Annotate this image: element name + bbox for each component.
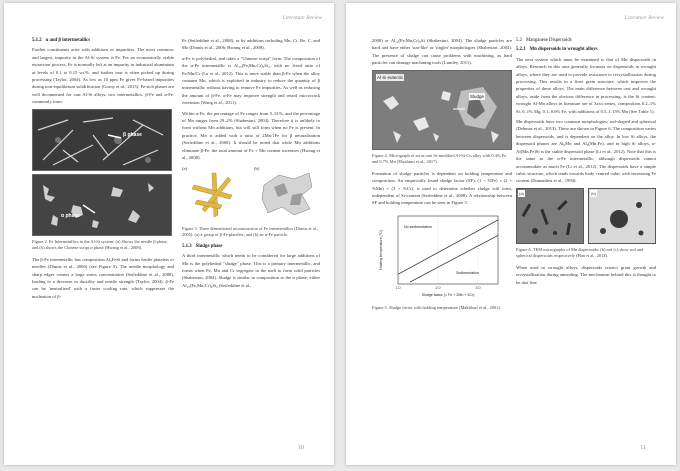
figure-3b-label: (b) bbox=[254, 165, 260, 171]
figure-3-caption: Figure 3. Three dimensional reconstruction of Fe intermetallics (Dinnis et al., 2005): (a) a group of β-Fe platelets; and (b) an α-Fe particle. bbox=[182, 225, 319, 238]
alpha-phase-label: α phase bbox=[61, 212, 80, 219]
tem-spherical-dispersoids bbox=[588, 188, 656, 244]
section-heading: 5.2.1 Mn dispersoids in wrought alloys bbox=[516, 47, 598, 53]
paragraph: Within α-Fe, the percentage of Fe ranges from 5–31%, and the percentage of Mn ranges from 29–2% (Shabestari, 2004). Therefore it is unlikely to form without Mn additions, but will still form when no Fe is present. In practice, Mn is added with a ratio of 2Mn:1Fe for β neutralisation (Seifeddine et al., 2008). It should be noted that while Mn additions eliminate β-Fe, the total amount of Fe + Mn content increases (Hwang et al., 2008). bbox=[182, 110, 320, 161]
paragraph: When used in wrought alloys, dispersoids restrict grain growth and recrystallisation during annealing. The mechanism behind this is thought to be that fine bbox=[516, 264, 656, 285]
tem-rod-dispersoids bbox=[516, 188, 584, 244]
section-heading: 5.2 Manganese Dispersoids bbox=[516, 38, 572, 43]
document-page-left bbox=[4, 3, 334, 465]
paragraph: Further constituents arise with additions or impurities. The most common, and largest, impurity in the Al-Si system is Fe. For an economically viable extraction process, Fe is normally left at an impurity in industrial aluminium at levels of 0.1 to 0.15 wt.%, and further iron is often picked up during processing (Taylor, 2004). As low as 10 ppm Fe gives Fe-based impurities during non-equilibrium solidification (Gorny et al., 2015). Fe-rich phases are well documented for cast Al-Si alloys, two intermetallics, β-Fe and α-Fe, commonly form. bbox=[32, 47, 174, 105]
running-header: Literature Review bbox=[282, 15, 322, 21]
figure-6b-label: (b) bbox=[591, 190, 596, 196]
figure-6a-label: (a) bbox=[519, 190, 524, 196]
micrograph-sludge bbox=[372, 70, 512, 150]
paragraph: The next system which must be examined is that of Mn dispersoids in alloys. Research in this area generally focusses on dispersoids in wrought alloys, where they are used to provide resistance to recrystallisation during processing. This results in a finer grain structure, which improves the properties of these alloys. The main difference between cast and wrought alloys, aside from the obvious difference in processing, is the Si content; wrought Al-Mn alloys in literature are of 3xxx series, composition 0.2–1% Si, 0–1% Mg, 0.1–0.6% Fe, with additions of 0.5–1.15% Mn (See Table 1). bbox=[516, 56, 656, 114]
column-right bbox=[182, 37, 320, 292]
x-axis-label: Sludge factor (= Fe + 2Mn + 3Cr) bbox=[421, 292, 475, 297]
paragraph: A third intermetallic which needs to be considered for large additions of Mn is the polyhedral "sludge" phase. This is a primary intermetallic, and forms when Fe, Mn and Cr segregate in the melt to form solid particles (Shabestari, 2004). Sludge is similar in composition to the α phase; either Al₁₅(Fe,Mn,Cr)₃Si₂ (Seifeddine et al., bbox=[182, 253, 320, 288]
paragraph: Fe (Seifeddine et al., 2008), or by additions including Mn, Cr, Be, C, and Mo (Dinnis et al., 2006; Hwang et al., 2008). bbox=[182, 38, 320, 51]
reconstruction-alpha bbox=[254, 165, 320, 223]
column-right bbox=[516, 37, 656, 289]
paragraph: The β-Fe intermetallic has composition Al₅FeSi and forms brittle platelets or needles (Dinnis et al., 2006) (see Figure 3). The needle morphology and sharp edges creates a large stress concentration (Seifeddine et al., 2008), leading to a decrease in ductility and tensile strength (Taylor, 2004). β-Fe can be 'neutralised' with a faster cooling rate, which suppresses the nucleation of β- bbox=[32, 256, 174, 299]
annotation-sedimentation: Sedimentation bbox=[456, 270, 479, 275]
beta-phase-label: β phase bbox=[123, 131, 142, 138]
chart-svg bbox=[372, 210, 504, 302]
section-heading: 5.1.2 α and β intermetallics bbox=[32, 38, 91, 43]
figure-3a-label: (a) bbox=[182, 165, 188, 171]
sludge-label: Sludge bbox=[470, 93, 485, 99]
paragraph: 2008) or Al₁₂(Fe,Mn,Cr)₃Si (Shabestari, 2004). The sludge particles are hard and have either 'star-like' or 'ringlet' morphologies (Shabestari, 2004). The presence of sludge can cause problems with machining, as hard particles can damage machining tools (Lumley, 2011). bbox=[372, 38, 512, 66]
page-number: 11 bbox=[640, 445, 646, 451]
page-number: 10 bbox=[298, 445, 304, 451]
paragraph: α-Fe is polyhedral, and takes a "Chinese-script" form. The composition of the α-Fe intermetallic is Al₁₅(Fe,Mn,Cr)₃Si₂, with no fixed ratio of Fe/Mn/Cr (Lu et al., 2012). This is more stable than β-Fe when the alloy contains Mn, which is exploited in industry to reduce the quantity of β intermetallic without having to remove Fe impurities. As well as reducing the amount of β-Fe, α-Fe may improve strength and retard microcrack extension (Wang et al., 2011). bbox=[182, 55, 320, 106]
x-tick-label: 1.0 bbox=[395, 285, 401, 290]
figure-6-caption: Figure 6. TEM micrographs of Mn dispersoids: (b) rod (c) show rod and spherical dispersoids respectively (Han et al., 2012). bbox=[516, 246, 644, 259]
paragraph: Mn dispersoids have two common morphologies; rod-shaped and spherical (Dehmas et al., 2013). These are shown in Figure 6. The composition varies between dispersoids, and is dependent on the alloy. In low Si alloys, the dispersoid phases are Al₆Mn and Al₆(Mn,Fe), and in high Si alloys, α-Al(Mn,Fe)Si is the stable dispersoid phase (Li et al., 2012). Note that this is the same as the α-Fe intermetallic, although dispersoids cannot accommodate as much Fe (Li et al., 2012). The dispersoids have a simple cubic structure, which tends towards body centred cubic with increasing Fe content (Donnadieu et al., 1994). bbox=[516, 119, 656, 184]
x-tick-label: 3.0 bbox=[475, 285, 481, 290]
eutectic-label: Al Si eutectic bbox=[377, 74, 404, 80]
figure-2-caption: Figure 2. Fe Intermetallics in the Al-Si system: (a) Shows the needle β phase, and (b) shows the Chinese script α phase (Hwang et al., 2008). bbox=[32, 238, 168, 251]
micrograph-beta bbox=[32, 109, 172, 171]
y-axis-label: Holding temperature (°C) bbox=[379, 229, 383, 270]
x-tick-label: 2.0 bbox=[435, 285, 441, 290]
figure-3-images bbox=[182, 165, 320, 223]
micrograph-alpha bbox=[32, 174, 172, 236]
figure-6-images bbox=[516, 188, 656, 244]
section-heading: 5.1.3 Sludge phase bbox=[182, 243, 223, 249]
sludge-factor-chart bbox=[372, 210, 504, 302]
paragraph: Formation of sludge particles is dependent on holding temperature and composition. An empirically found sludge factor (SF), (1 × %Fe) + (2 × %Mn) + (3 × %Cr), is used to determine whether sludge will form, independent of Si-content (Seifeddine et al., 2008). A relationship between SF and holding temperature can be seen in Figure 5. bbox=[372, 170, 512, 206]
column-left bbox=[32, 37, 174, 303]
column-left bbox=[372, 37, 512, 315]
reconstruction-beta bbox=[182, 165, 248, 223]
document-page-right bbox=[346, 3, 676, 465]
running-header: Literature Review bbox=[624, 15, 664, 21]
figure-4-caption: Figure 4. Micrograph of an as cast Sr-modified Al-Si-Cu alloy with 0.4% Fe and 0.7% Mn (Ebrahimi et al., 2017). bbox=[372, 152, 507, 165]
annotation-no-sedimentation: No sedimentation bbox=[404, 224, 432, 229]
figure-5-caption: Figure 5. Sludge factor with holding temperature (Makhlouf et al., 2001). bbox=[372, 304, 502, 310]
